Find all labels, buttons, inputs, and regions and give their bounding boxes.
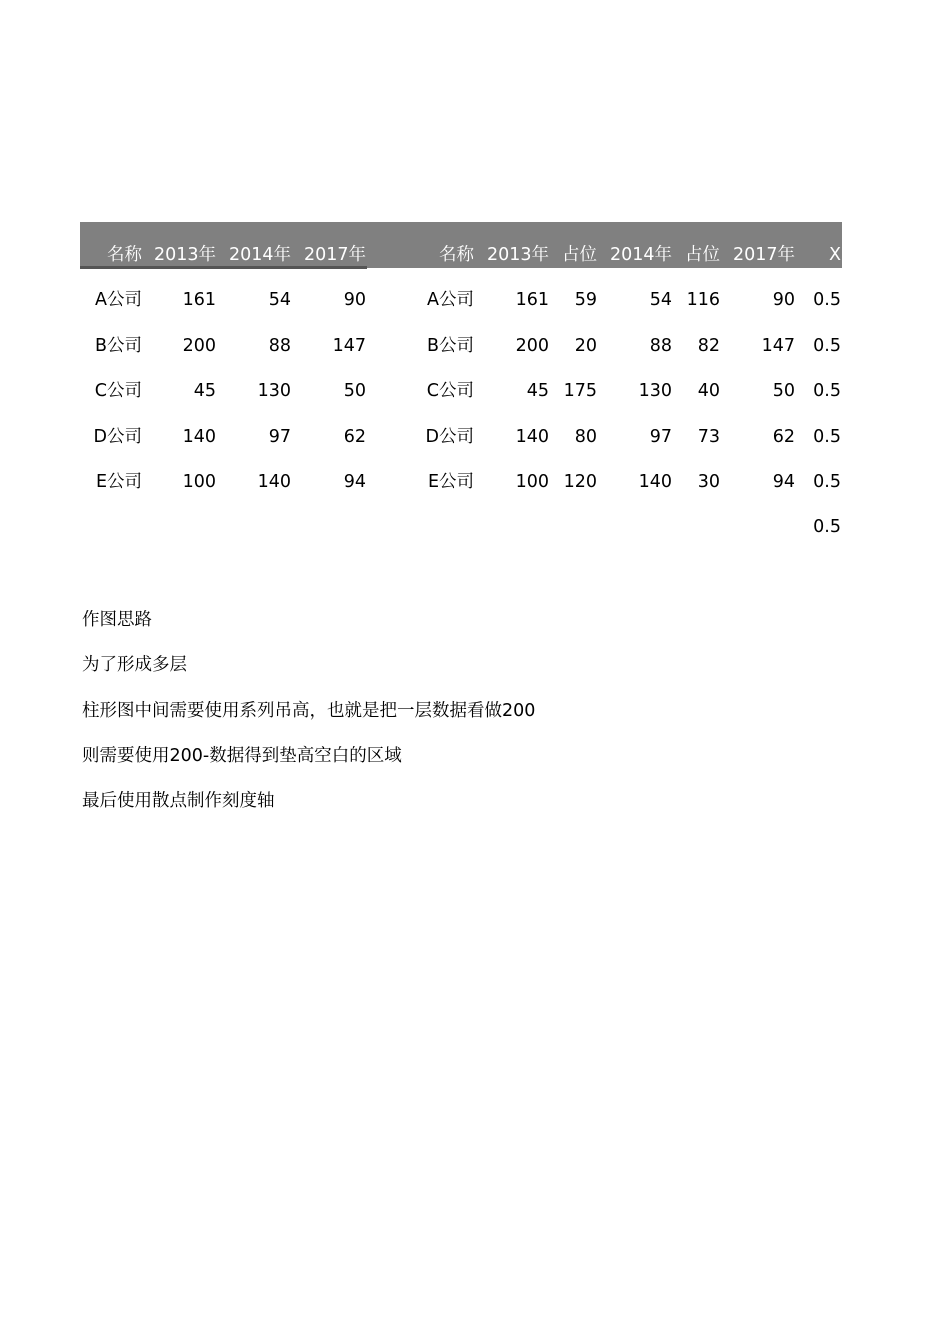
right-table-header-cell: 占位: [562, 245, 597, 265]
right-table-company-cell: D公司: [425, 427, 474, 447]
left-table-value-cell: 94: [343, 472, 366, 492]
right-table-value-cell: 0.5: [813, 381, 841, 401]
left-table-value-cell: 54: [268, 290, 291, 310]
left-table-value-cell: 62: [343, 427, 366, 447]
right-table-value-cell: 116: [686, 290, 720, 310]
right-table-company-cell: B公司: [426, 336, 474, 356]
right-table-header-cell: 2017年: [732, 245, 795, 265]
left-table-value-cell: 97: [268, 427, 291, 447]
left-table-value-cell: 100: [182, 472, 216, 492]
right-table-header-cell: X: [829, 245, 841, 265]
right-table-value-cell: 161: [515, 290, 549, 310]
right-table-value-cell: 73: [697, 427, 720, 447]
left-table-company-cell: B公司: [94, 336, 142, 356]
right-table-header-cell: 2013年: [486, 245, 549, 265]
note-line: 作图思路: [82, 610, 152, 630]
left-table-header-cell: 名称: [107, 245, 142, 265]
right-table-value-cell: 130: [638, 381, 672, 401]
right-table-value-cell: 45: [526, 381, 549, 401]
right-table-value-cell: 0.5: [813, 517, 841, 537]
right-table-value-cell: 0.5: [813, 290, 841, 310]
right-table-value-cell: 0.5: [813, 472, 841, 492]
left-table-value-cell: 45: [193, 381, 216, 401]
right-table-value-cell: 88: [649, 336, 672, 356]
right-table-value-cell: 82: [697, 336, 720, 356]
right-table-company-cell: C公司: [426, 381, 474, 401]
note-line: 最后使用散点制作刻度轴: [82, 791, 275, 811]
left-table-value-cell: 130: [257, 381, 291, 401]
right-table-header-cell: 名称: [439, 245, 474, 265]
note-line: 则需要使用200-数据得到垫高空白的区域: [82, 746, 402, 766]
left-table-company-cell: A公司: [95, 290, 142, 310]
right-table-header-cell: 占位: [685, 245, 720, 265]
right-table-value-cell: 140: [638, 472, 672, 492]
right-table-company-cell: A公司: [427, 290, 474, 310]
right-table-company-cell: E公司: [427, 472, 474, 492]
right-table-value-cell: 140: [515, 427, 549, 447]
left-table-value-cell: 90: [343, 290, 366, 310]
left-table-company-cell: D公司: [93, 427, 142, 447]
right-table-value-cell: 120: [563, 472, 597, 492]
left-table-value-cell: 161: [182, 290, 216, 310]
right-table-value-cell: 147: [761, 336, 795, 356]
right-table-value-cell: 62: [772, 427, 795, 447]
left-table-value-cell: 200: [182, 336, 216, 356]
right-table-value-cell: 54: [649, 290, 672, 310]
right-table-value-cell: 90: [772, 290, 795, 310]
right-table-value-cell: 20: [574, 336, 597, 356]
right-table-value-cell: 97: [649, 427, 672, 447]
left-table-value-cell: 140: [182, 427, 216, 447]
left-table-company-cell: C公司: [94, 381, 142, 401]
right-table-value-cell: 40: [697, 381, 720, 401]
right-table-header-cell: 2014年: [609, 245, 672, 265]
header-underline: [80, 266, 367, 269]
right-table-value-cell: 80: [574, 427, 597, 447]
note-line: 为了形成多层: [82, 655, 187, 675]
left-table-company-cell: E公司: [95, 472, 142, 492]
right-table-value-cell: 94: [772, 472, 795, 492]
right-table-value-cell: 30: [697, 472, 720, 492]
left-table-value-cell: 88: [268, 336, 291, 356]
right-table-value-cell: 0.5: [813, 336, 841, 356]
right-table-value-cell: 50: [772, 381, 795, 401]
left-table-value-cell: 140: [257, 472, 291, 492]
left-table-value-cell: 50: [343, 381, 366, 401]
left-table-value-cell: 147: [332, 336, 366, 356]
right-table-value-cell: 0.5: [813, 427, 841, 447]
left-table-header-cell: 2014年: [228, 245, 291, 265]
left-table-header-cell: 2017年: [303, 245, 366, 265]
right-table-value-cell: 200: [515, 336, 549, 356]
right-table-value-cell: 59: [574, 290, 597, 310]
note-line: 柱形图中间需要使用系列吊高，也就是把一层数据看做200: [82, 701, 536, 721]
left-table-header-cell: 2013年: [153, 245, 216, 265]
right-table-value-cell: 100: [515, 472, 549, 492]
right-table-value-cell: 175: [563, 381, 597, 401]
